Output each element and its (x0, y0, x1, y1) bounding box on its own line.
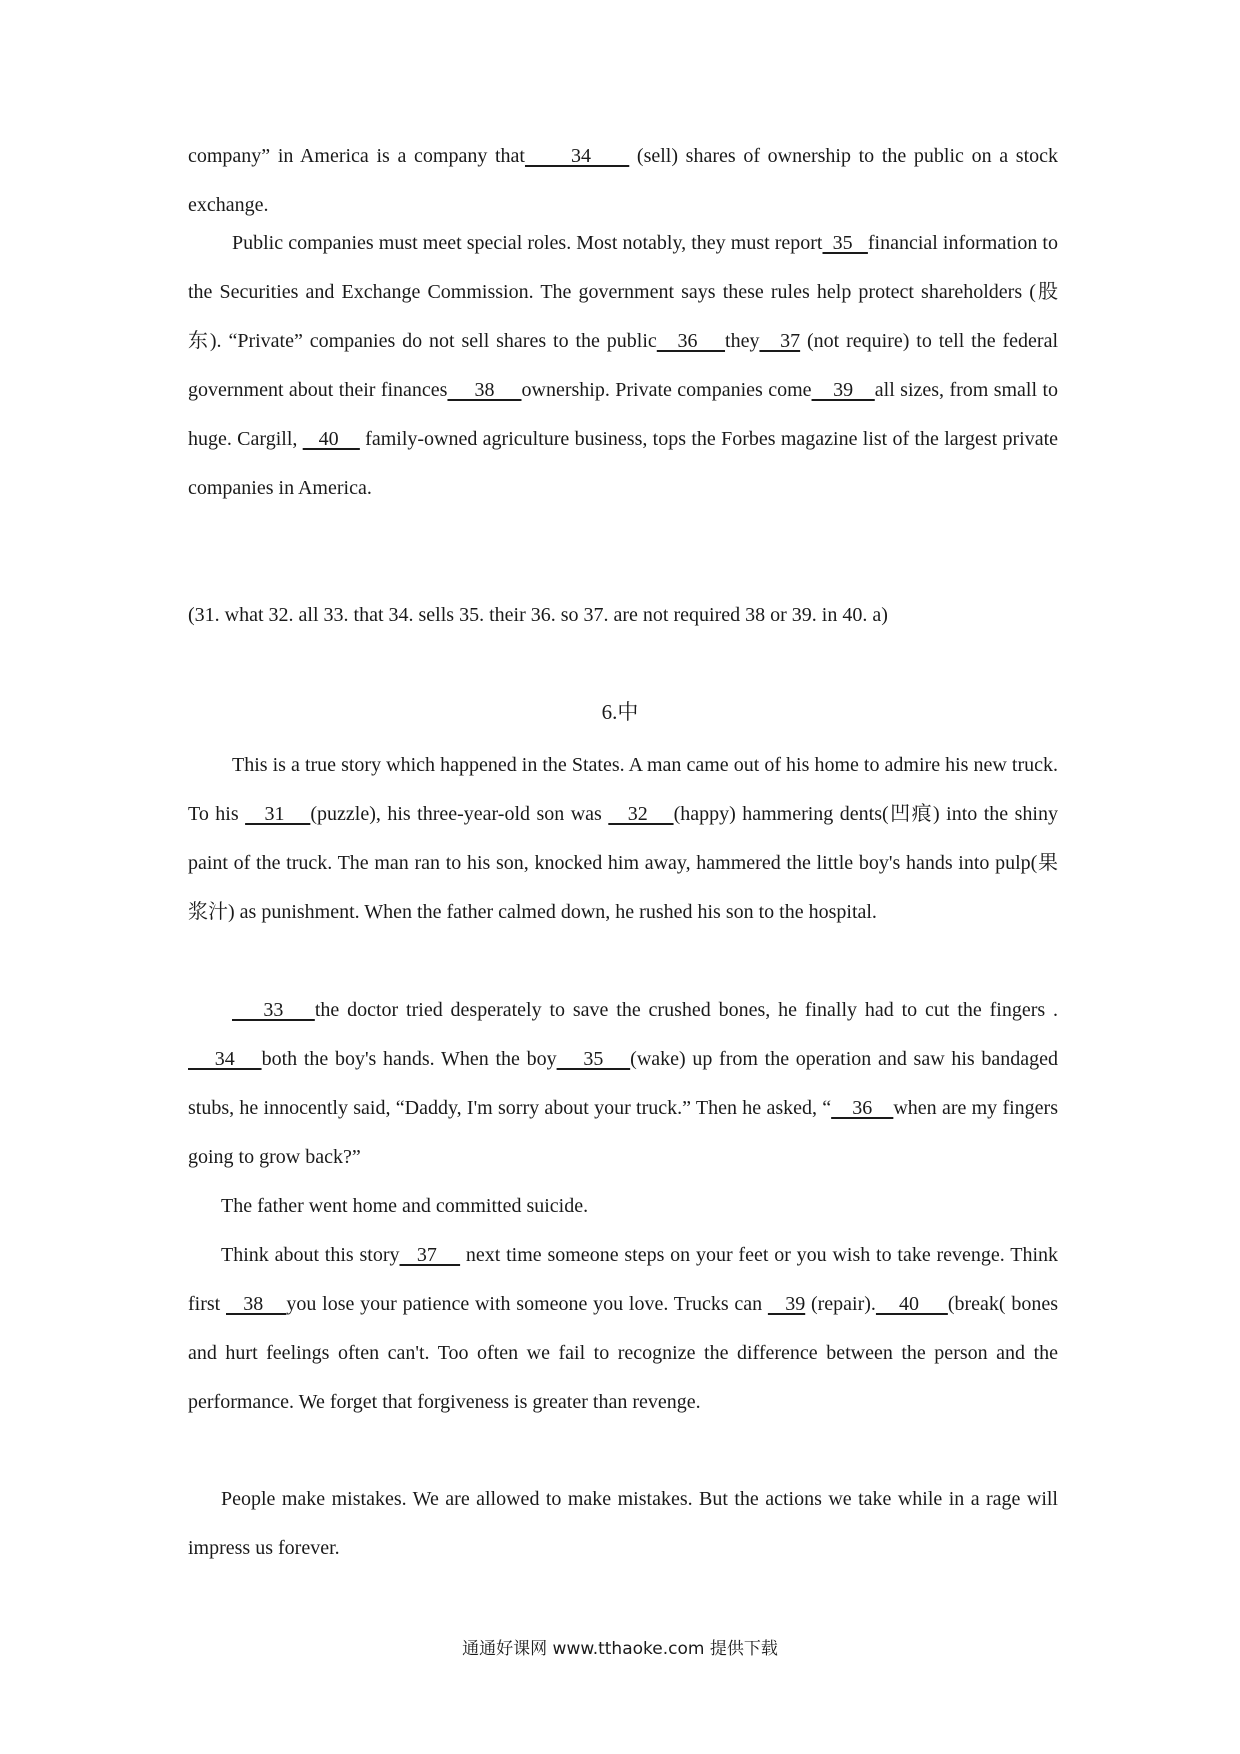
text: ownership. Private companies come (521, 379, 812, 401)
blank-40: 40 (875, 1293, 948, 1315)
footer-credit: 通通好课网 www.tthaoke.com 提供下载 (462, 1639, 778, 1659)
text: financial information to the Securities and Exchange Commission. The government says these rules help protect shareholders (股东). “Private” companies do not sell shares to the public (188, 232, 1058, 352)
text: company” in America is a company that (188, 145, 525, 167)
text: next time someone steps on your feet or you wish to take revenge. Think first (188, 1244, 1058, 1315)
passage5-paragraph-2 (188, 219, 1058, 513)
text: family-owned agriculture business, tops the Forbes magazine list of the largest private companies in America. (188, 428, 1059, 499)
blank-40: 40 (302, 428, 360, 450)
text: all sizes, from small to huge. Cargill, (188, 379, 1059, 450)
blank-38: 38 (447, 379, 522, 401)
passage6-paragraph-1 (188, 741, 1058, 937)
text: (sell) shares of ownership to the public on a stock exchange. (188, 145, 1059, 216)
text: when are my fingers going to grow back?” (188, 1097, 1058, 1168)
passage6-paragraph-4 (188, 1231, 1058, 1427)
blank-35: 35 (822, 232, 868, 254)
text: (not require) to tell the federal government about their finances (188, 330, 1059, 401)
blank-39: 39 (811, 379, 875, 401)
answer-key: (31. what 32. all 33. that 34. sells 35. their 36. so 37. are not required 38 or 39. in 40. a) (188, 604, 888, 626)
text: (repair). (805, 1293, 876, 1315)
blank-37: 37 (759, 330, 801, 352)
passage6-paragraph-5: People make mistakes. We are allowed to make mistakes. But the actions we take while in a rage will impress us forever. (188, 1488, 1058, 1559)
blank-31: 31 (245, 803, 311, 825)
blank-34: 34 (188, 1048, 262, 1070)
text: you lose your patience with someone you love. Trucks can (286, 1293, 768, 1315)
text: Think about this story (221, 1244, 400, 1266)
blank-36: 36 (831, 1097, 894, 1119)
passage6-paragraph-3: The father went home and committed suicide. (221, 1195, 589, 1217)
passage6-paragraph-2 (188, 986, 1058, 1182)
blank-33: 33 (232, 999, 315, 1021)
blank-32: 32 (608, 803, 674, 825)
text: both the boy's hands. When the boy (261, 1048, 557, 1070)
blank-38: 38 (226, 1293, 287, 1315)
text: they (725, 330, 760, 352)
text: This is a true story which happened in the States. A man came out of his home to admire his new truck. To his (188, 754, 1058, 825)
blank-36: 36 (656, 330, 726, 352)
text: the doctor tried desperately to save the crushed bones, he finally had to cut the fingers . (314, 999, 1058, 1021)
section-title: 6.中 (601, 700, 639, 724)
text: (puzzle), his three-year-old son was (310, 803, 609, 825)
blank-34: 34 (524, 145, 630, 167)
blank-37: 37 (399, 1244, 461, 1266)
blank-39: 39 (767, 1293, 806, 1315)
blank-35: 35 (556, 1048, 631, 1070)
text: (happy) hammering dents(凹痕) into the shiny paint of the truck. The man ran to his son, knocked him away, hammered the little boy's hands into pulp(果浆汁) as punishment. When the father calmed down, he rushed his son to the hospital. (188, 803, 1058, 923)
text: (break( bones and hurt feelings often can't. Too often we fail to recognize the difference between the person and the performance. We forget that forgiveness is greater than revenge. (188, 1293, 1059, 1413)
text: (wake) up from the operation and saw his bandaged stubs, he innocently said, “Daddy, I'm sorry about your truck.” Then he asked, “ (188, 1048, 1059, 1119)
passage5-paragraph-1 (188, 132, 1058, 230)
text: Public companies must meet special roles. Most notably, they must report (232, 232, 823, 254)
